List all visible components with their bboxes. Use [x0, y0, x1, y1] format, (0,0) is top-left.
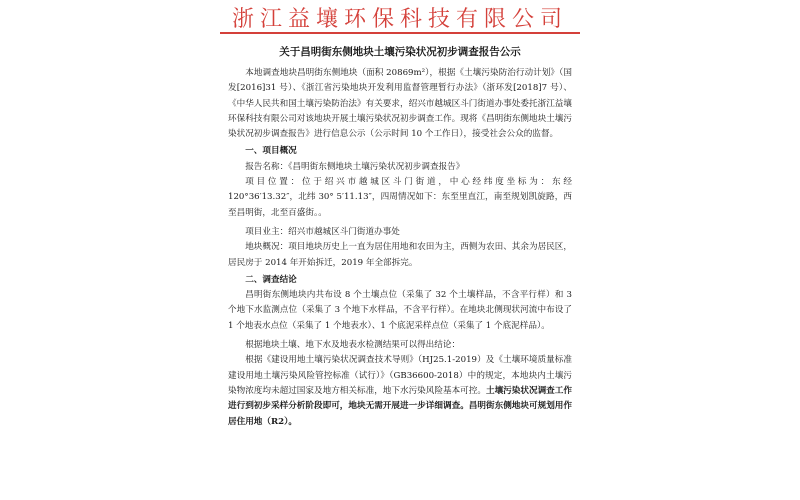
letterhead-divider	[220, 32, 580, 34]
site-history: 地块概况：项目地块历史上一直为居住用地和农田为主，西侧为农田、其余为居民区，居民房于 2014 年开始拆迁，2019 年全部拆完。	[228, 242, 572, 268]
section-heading-conclusion: 二、调查结论	[245, 274, 297, 285]
intro-paragraph: 本地调查地块昌明街东侧地块（面积 20869m²），根据《土壤污染防治行动计划》（国发[2016]31 号）、《浙江省污染地块开发利用监督管理暂行办法》（浙环发[2018]7 号）、《中华人民共和国土壤污染防治法》有关要求，绍兴市越城区斗门街道办事处委托浙江益壤环保科技有限公司对该地块开展土壤污染状况初步调查工作。现将《昌明街东侧地块土壤污染状况初步调查报告》进行信息公示（公示时间 10 个工作日），接受社会公众的监督。	[228, 68, 572, 140]
sampling-paragraph: 昌明街东侧地块内共布设 8 个土壤点位（采集了 32 个土壤样品，不含平行样）和 3 个地下水监测点位（采集了 3 个地下水样品，不含平行样）。在地块北侧现状河流中布设了 1 个地表水点位（采集了 1 个地表水）、1 个底泥采样点位（采集了 1 个底泥样品）。	[228, 290, 572, 331]
project-location: 项目位置：位于绍兴市越城区斗门街道，中心经纬度坐标为：东经 120°36′13.32″，北纬 30° 5′11.13″，四周情况如下：东至里直江，南至规划凯旋路，西至昌明街，北至百盛街。。	[228, 177, 581, 218]
conclusion-lead: 根据地块土壤、地下水及地表水检测结果可以得出结论：	[245, 340, 461, 351]
document-page	[220, 0, 580, 500]
document-body	[228, 66, 581, 430]
project-owner: 项目业主：绍兴市越城区斗门街道办事处	[245, 226, 400, 237]
document-title: 关于昌明街东侧地块土壤污染状况初步调查报告公示	[279, 46, 521, 58]
section-heading-overview: 一、项目概况	[245, 146, 297, 157]
conclusion-bold-text: 土壤污染状况调查工作进行到初步采样分析阶段即可，地块无需开展进一步详细调查。昌明街东侧地块可规划用作居住用地（R2）。	[228, 385, 572, 427]
report-name: 报告名称：《昌明街东侧地块土壤污染状况初步调查报告》	[245, 161, 465, 172]
conclusion-text: 根据《建设用地土壤污染状况调查技术导则》（HJ25.1-2019）及《土壤环境质量标准 建设用地土壤污染风险管控标准（试行）》（GB36600-2018）中的规定，本地块内土壤污染物浓度均未超过国家及地方相关标准，地下水污染风险基本可控。	[228, 355, 581, 396]
conclusion-paragraph	[228, 353, 581, 429]
company-letterhead: 浙江益壤环保科技有限公司	[231, 7, 568, 32]
